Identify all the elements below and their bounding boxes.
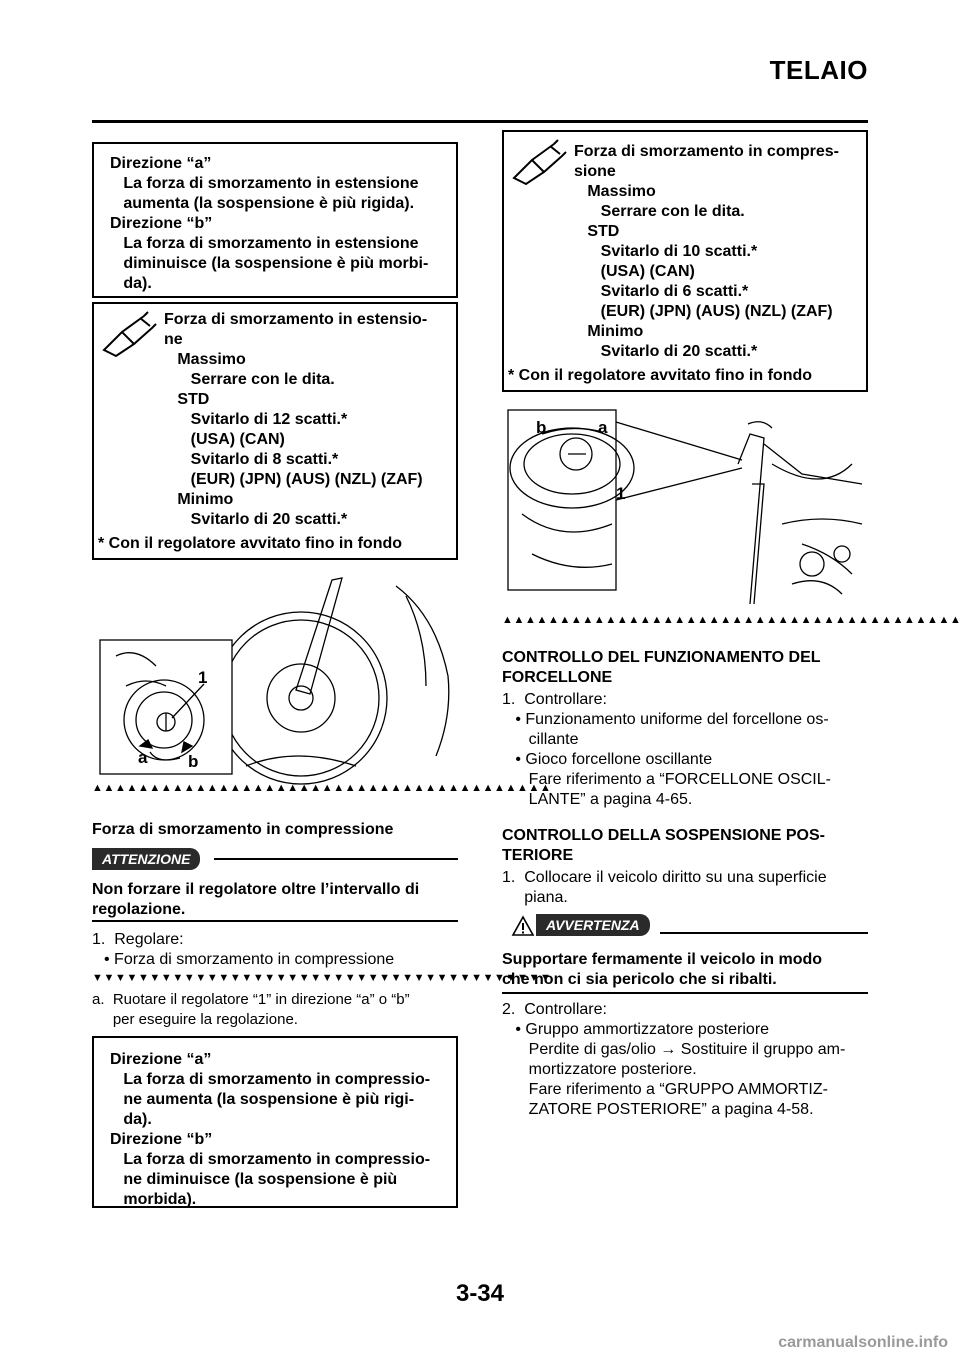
figure-label-1: 1 (198, 668, 208, 687)
figure-label-a: a (138, 748, 148, 767)
spec-line: Svitarlo di 20 scatti.* (164, 511, 348, 528)
spec-footnote: * Con il regolatore avvitato fino in fondo (98, 535, 403, 552)
spec-line: (EUR) (JPN) (AUS) (NZL) (ZAF) (574, 303, 833, 320)
page-number: 3-34 (455, 1280, 505, 1307)
figure-label-1: 1 (616, 484, 626, 503)
body-line: ZATORE POSTERIORE” a pagina 4-58. (502, 1101, 814, 1118)
body-line: 1. Collocare il veicolo diritto su una superficie (502, 869, 827, 886)
body-line: Perdite di gas/olio → Sostituire il gruppo am- (502, 1041, 846, 1058)
warning-text-line-2: che non ci sia pericolo che si ribalti. (502, 971, 777, 988)
page-title: TELAIO (769, 55, 868, 85)
section-rear-body (502, 868, 827, 908)
substep-a-line-2: per eseguire la regolazione. (92, 1011, 298, 1028)
section-fork-body (502, 690, 831, 810)
spec-line: Massimo (574, 183, 656, 200)
body-line: cillante (502, 731, 579, 748)
spec-line: Svitarlo di 12 scatti.* (164, 411, 348, 428)
caliper-spec-icon (100, 310, 158, 358)
box-line: morbida). (110, 1191, 197, 1208)
warning-icon (512, 916, 534, 936)
section-fork-heading-line-2: FORCELLONE (502, 669, 613, 686)
front-wheel-illustration (96, 576, 458, 776)
caution-text-line-1: Non forzare il regolatore oltre l’intervallo di (92, 881, 420, 898)
spec-footnote: * Con il regolatore avvitato fino in fondo (508, 367, 813, 384)
caution-bottom-rule (92, 920, 458, 922)
box-line: Direzione “b” (110, 1131, 213, 1148)
box-line: Direzione “a” (110, 1051, 212, 1068)
spec-line: (EUR) (JPN) (AUS) (NZL) (ZAF) (164, 471, 423, 488)
body-line: Fare riferimento a “GRUPPO AMMORTIZ- (502, 1081, 828, 1098)
box-line: da). (110, 275, 152, 292)
caution-text-line-2: regolazione. (92, 901, 186, 918)
spec-line: (USA) (CAN) (574, 263, 695, 280)
section-rear-heading-line-1: CONTROLLO DELLA SOSPENSIONE POS- (502, 827, 825, 844)
procedure-start-marker: ▲▲▲▲▲▲▲▲▲▲▲▲▲▲▲▲▲▲▲▲▲▲▲▲▲▲▲▲▲▲▲▲▲▲▲▲▲▲▲▲ (92, 782, 552, 794)
spec-line: Massimo (164, 351, 246, 368)
spec-line: Minimo (574, 323, 644, 340)
box-line: ne diminuisce (la sospensione è più (110, 1171, 398, 1188)
box-line: La forza di smorzamento in estensione (110, 235, 419, 252)
rear-fork-figure (502, 404, 868, 608)
spec-line: Svitarlo di 6 scatti.* (574, 283, 749, 300)
spec-line: Svitarlo di 20 scatti.* (574, 343, 758, 360)
procedure-end-marker: ▲▲▲▲▲▲▲▲▲▲▲▲▲▲▲▲▲▲▲▲▲▲▲▲▲▲▲▲▲▲▲▲▲▲▲▲▲▲▲▲ (502, 614, 962, 626)
section-rear-heading-line-2: TERIORE (502, 847, 574, 864)
body-line: 2. Controllare: (502, 1001, 607, 1018)
box-line: La forza di smorzamento in compressio- (110, 1071, 431, 1088)
caution-label: ATTENZIONE (92, 848, 200, 870)
box-line: ne aumenta (la sospensione è più rigi- (110, 1091, 415, 1108)
warning-bottom-rule (502, 992, 868, 994)
spec-line: (USA) (CAN) (164, 431, 285, 448)
spec-line: Svitarlo di 8 scatti.* (164, 451, 339, 468)
spec-line: Minimo (164, 491, 234, 508)
body-line: 1. Controllare: (502, 691, 607, 708)
warning-top-rule (660, 932, 868, 934)
figure-label-b: b (536, 418, 547, 437)
body-line: piana. (502, 889, 568, 906)
caliper-spec-icon (510, 138, 568, 186)
step-1-bullet: • Forza di smorzamento in compressione (104, 951, 395, 968)
spec-line: sione (574, 163, 616, 180)
warning-text-line-1: Supportare fermamente il veicolo in modo (502, 951, 823, 968)
box-line: Direzione “a” (110, 155, 212, 172)
direction-box-compression (92, 1036, 458, 1208)
box-line: La forza di smorzamento in compressio- (110, 1151, 431, 1168)
compression-heading: Forza di smorzamento in compressione (92, 821, 394, 838)
section-fork-heading-line-1: CONTROLLO DEL FUNZIONAMENTO DEL (502, 649, 821, 666)
procedure-sub-marker: ▼▼▼▼▼▼▼▼▼▼▼▼▼▼▼▼▼▼▼▼▼▼▼▼▼▼▼▼▼▼▼▼▼▼▼▼▼▼▼▼ (92, 972, 552, 984)
spec-line: Serrare con le dita. (574, 203, 745, 220)
step-1: 1. Regolare: (92, 931, 184, 948)
box-line: diminuisce (la sospensione è più morbi- (110, 255, 429, 272)
body-line: LANTE” a pagina 4-65. (502, 791, 693, 808)
box-line: La forza di smorzamento in estensione (110, 175, 419, 192)
direction-box-extension (92, 142, 458, 298)
box-line: Direzione “b” (110, 215, 213, 232)
watermark: carmanualsonline.info (778, 1334, 948, 1351)
figure-label-a: a (598, 418, 608, 437)
spec-box-compression (502, 130, 868, 392)
body-line: Fare riferimento a “FORCELLONE OSCIL- (502, 771, 831, 788)
spec-box-extension (92, 302, 458, 560)
body-line: • Gioco forcellone oscillante (502, 751, 713, 768)
spec-line: Serrare con le dita. (164, 371, 335, 388)
warning-label: AVVERTENZA (536, 914, 650, 936)
box-line: da). (110, 1111, 152, 1128)
motorcycle-fork-illustration (502, 404, 868, 608)
body-line: • Funzionamento uniforme del forcellone os- (502, 711, 829, 728)
header-divider (92, 120, 868, 123)
substep-a-line-1: a. Ruotare il regolatore “1” in direzione “a” o “b” (92, 991, 410, 1008)
spec-line: STD (574, 223, 620, 240)
front-fork-figure (96, 576, 458, 776)
figure-label-b: b (188, 752, 199, 771)
spec-line: Forza di smorzamento in estensio- (164, 311, 428, 328)
spec-line: ne (164, 331, 183, 348)
step-2-body (502, 1000, 845, 1120)
spec-line: Svitarlo di 10 scatti.* (574, 243, 758, 260)
body-line: mortizzatore posteriore. (502, 1061, 697, 1078)
caution-top-rule (214, 858, 458, 860)
spec-line: STD (164, 391, 210, 408)
spec-line: Forza di smorzamento in compres- (574, 143, 839, 160)
box-line: aumenta (la sospensione è più rigida). (110, 195, 415, 212)
body-line: • Gruppo ammortizzatore posteriore (502, 1021, 770, 1038)
